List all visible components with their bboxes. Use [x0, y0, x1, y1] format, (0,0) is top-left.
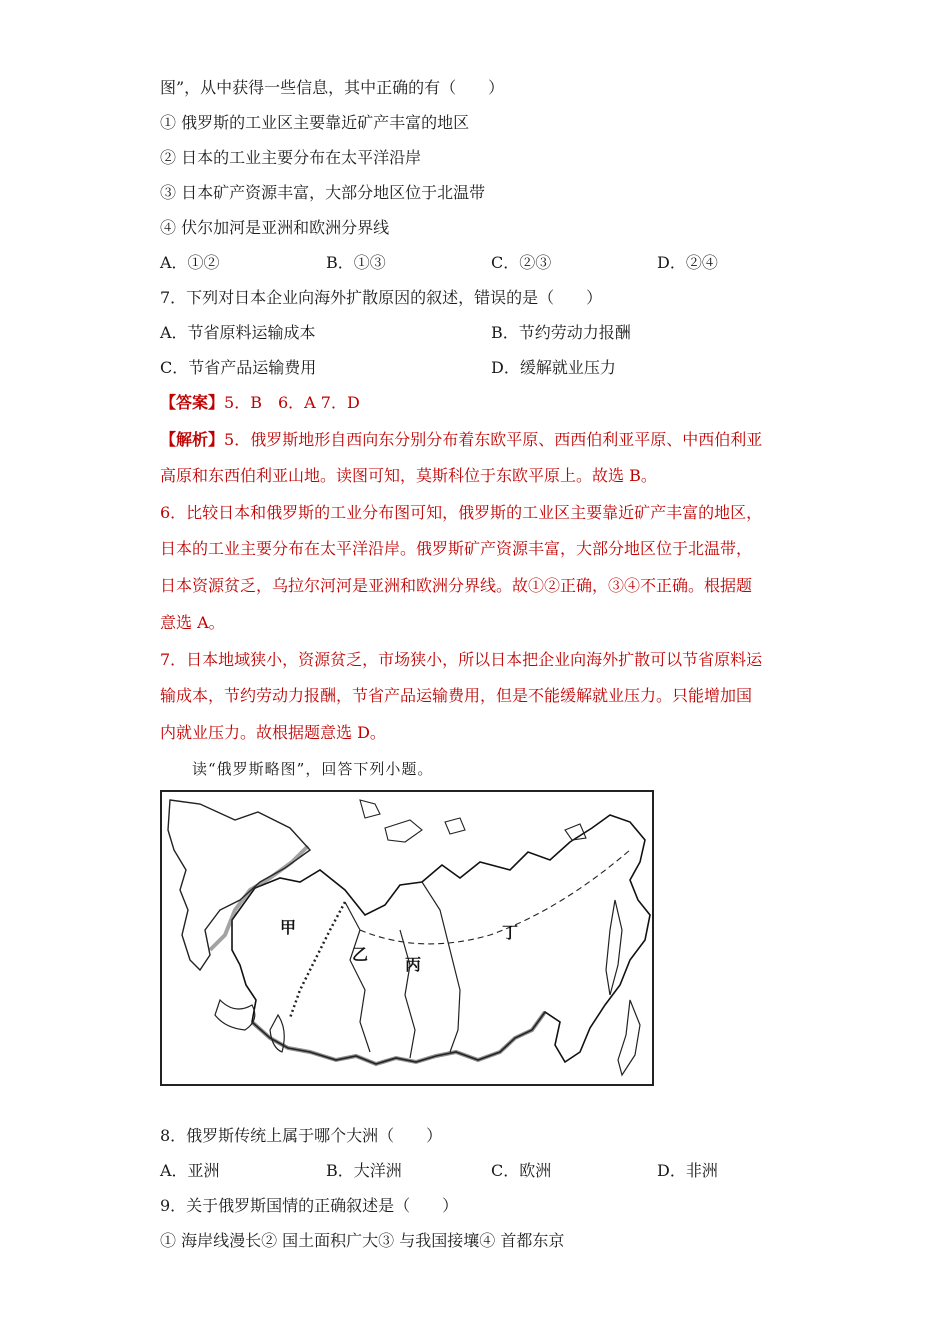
q6-statement-2: ② 日本的工业主要分布在太平洋沿岸 [160, 148, 422, 167]
analysis-line-3: 6．比较日本和俄罗斯的工业分布图可知，俄罗斯的工业区主要靠近矿产丰富的地区， [160, 503, 763, 522]
q6-statement-4: ④ 伏尔加河是亚洲和欧洲分界线 [160, 218, 390, 237]
analysis-text-1: 5．俄罗斯地形自西向东分别分布着东欧平原、西西伯利亚平原、中西伯利亚 [224, 430, 763, 449]
q6-option-c: C．②③ [491, 253, 552, 272]
map-label-ding: 丁 [502, 923, 519, 942]
q8-stem: 8．俄罗斯传统上属于哪个大洲（ ） [160, 1126, 443, 1145]
q8-option-c: C．欧洲 [491, 1161, 552, 1180]
analysis-line-8: 输成本，节约劳动力报酬，节省产品运输费用，但是不能缓解就业压力。只能增加国 [160, 686, 753, 705]
analysis-line-9: 内就业压力。故根据题意选 D。 [160, 723, 386, 742]
q6-stem-tail: 图”，从中获得一些信息，其中正确的有（ ） [160, 78, 505, 97]
analysis-line-5: 日本资源贫乏，乌拉尔河河是亚洲和欧洲分界线。故①②正确，③④不正确。根据题 [160, 576, 753, 595]
analysis-line-2: 高原和东西伯利亚山地。读图可知，莫斯科位于东欧平原上。故选 B。 [160, 466, 657, 485]
russia-map [160, 790, 654, 1086]
q6-option-d: D．②④ [657, 253, 718, 272]
q6-option-a: A．①② [160, 253, 220, 272]
q7-option-a: A．节省原料运输成本 [160, 323, 316, 342]
q8-option-b: B．大洋洲 [326, 1161, 402, 1180]
analysis-line-7: 7．日本地域狭小，资源贫乏，市场狭小，所以日本把企业向海外扩散可以节省原料运 [160, 650, 763, 669]
answer-label: 【答案】 [160, 393, 225, 412]
map-label-yi: 乙 [352, 945, 369, 964]
map-intro: 读“俄罗斯略图”，回答下列小题。 [192, 760, 434, 778]
q6-statement-3: ③ 日本矿产资源丰富，大部分地区位于北温带 [160, 183, 486, 202]
q8-option-d: D．非洲 [657, 1161, 718, 1180]
analysis-line-1 [160, 429, 762, 451]
q6-option-b: B．①③ [326, 253, 386, 272]
q9-stem: 9．关于俄罗斯国情的正确叙述是（ ） [160, 1196, 459, 1215]
map-frame [161, 791, 653, 1085]
q6-statement-1: ① 俄罗斯的工业区主要靠近矿产丰富的地区 [160, 113, 470, 132]
map-label-jia: 甲 [280, 918, 297, 937]
q8-option-a: A．亚洲 [160, 1161, 220, 1180]
answer-text: 5．B 6．A 7．D [224, 393, 360, 412]
map-label-bing: 丙 [405, 955, 422, 974]
answer-line [160, 392, 360, 414]
q9-statements: ① 海岸线漫长② 国土面积广大③ 与我国接壤④ 首都东京 [160, 1231, 565, 1250]
analysis-label: 【解析】 [160, 430, 225, 449]
q7-stem: 7．下列对日本企业向海外扩散原因的叙述，错误的是（ ） [160, 288, 603, 307]
q7-option-d: D．缓解就业压力 [491, 358, 616, 377]
analysis-line-4: 日本的工业主要分布在太平洋沿岸。俄罗斯矿产资源丰富，大部分地区位于北温带， [160, 539, 753, 558]
q7-option-b: B．节约劳动力报酬 [491, 323, 631, 342]
q7-option-c: C．节省产品运输费用 [160, 358, 317, 377]
analysis-line-6: 意选 A。 [160, 613, 225, 632]
